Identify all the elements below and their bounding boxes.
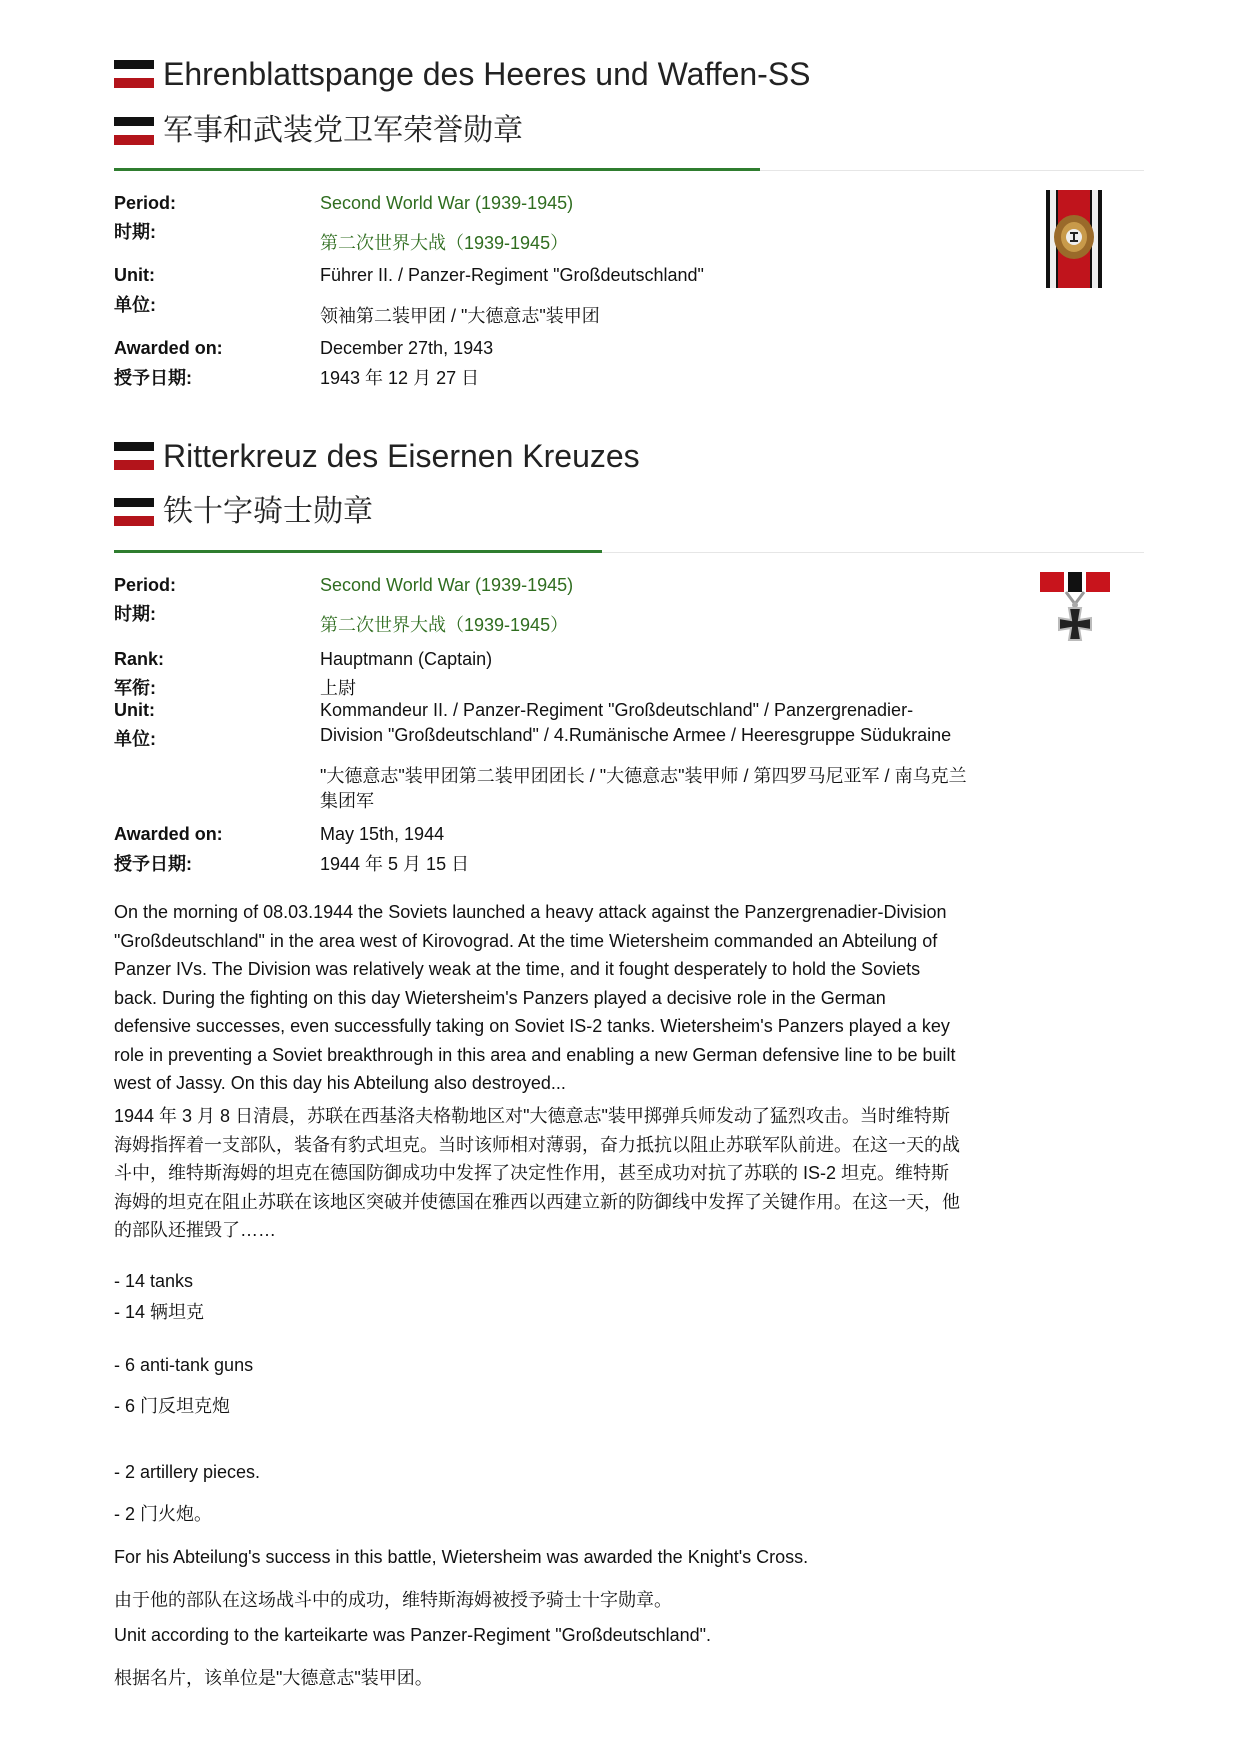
awarded-label-zh: 授予日期: bbox=[114, 854, 192, 874]
section2-heading-rule bbox=[114, 550, 602, 553]
knights-cross-icon bbox=[1040, 572, 1110, 658]
awarded-value-zh: 1944 年 5 月 15 日 bbox=[320, 854, 470, 874]
awarded-value-zh: 1943 年 12 月 27 日 bbox=[320, 368, 480, 388]
rank-label-zh: 军衔: bbox=[114, 678, 156, 698]
unit-label-zh: 单位: bbox=[114, 729, 156, 749]
narrative-chinese: 1944 年 3 月 8 日清晨，苏联在西基洛夫格勒地区对"大德意志"装甲掷弹兵师发动了猛烈攻击。当时维特斯海姆指挥着一支部队，装备有豹式坦克。当时该师相对薄弱，奋力抵抗以阻止苏联军队前进。在这一天的战斗中，维特斯海姆的坦克在德国防御成功中发挥了决定性作用，甚至成功对抗了苏联的 IS-2 坦克。维特斯海姆的坦克在阻止苏联在该地区突破并使德国在雅西以西建立新的防御线中发挥了关键作用。在这一天，他的部队还摧毁了…… bbox=[114, 1106, 960, 1240]
period-label-zh: 时期: bbox=[114, 604, 156, 624]
rank-value: Hauptmann (Captain) bbox=[320, 649, 493, 669]
section1-title-zh: 军事和武装党卫军荣誉勋章 bbox=[163, 114, 523, 147]
karteikarte-note-zh: 根据名片，该单位是"大德意志"装甲团。 bbox=[114, 1668, 433, 1688]
awarded-label-zh: 授予日期: bbox=[114, 368, 192, 388]
imperial-flag-icon bbox=[114, 442, 154, 470]
list-item: - 2 artillery pieces. bbox=[114, 1462, 261, 1482]
list-item: - 6 anti-tank guns bbox=[114, 1355, 254, 1375]
awarded-value: December 27th, 1943 bbox=[320, 338, 494, 358]
rank-label: Rank: bbox=[114, 649, 165, 669]
imperial-flag-icon bbox=[114, 498, 154, 526]
section2-title-zh: 铁十字骑士勋章 bbox=[163, 495, 373, 528]
period-value-zh: 第二次世界大战（1939-1945） bbox=[320, 233, 569, 253]
unit-label: Unit: bbox=[114, 265, 155, 285]
list-item: - 2 门火炮。 bbox=[114, 1504, 213, 1524]
awarded-label: Awarded on: bbox=[114, 824, 223, 844]
awarded-value: May 15th, 1944 bbox=[320, 824, 445, 844]
section1-heading-rule bbox=[114, 168, 760, 171]
list-item: - 14 tanks bbox=[114, 1271, 194, 1291]
awarded-label: Awarded on: bbox=[114, 338, 223, 358]
unit-value-zh-line2: 集团军 bbox=[320, 791, 374, 811]
section2-title-de: Ritterkreuz des Eisernen Kreuzes bbox=[163, 438, 640, 474]
unit-label-zh: 单位: bbox=[114, 295, 156, 315]
award-reason-zh: 由于他的部队在这场战斗中的成功，维特斯海姆被授予骑士十字勋章。 bbox=[114, 1590, 672, 1610]
unit-value: Führer II. / Panzer-Regiment "Großdeutschland" bbox=[320, 265, 704, 285]
unit-label: Unit: bbox=[114, 700, 155, 720]
unit-value-line2: Division "Großdeutschland" / 4.Rumänische Armee / Heeresgruppe Südukraine bbox=[320, 725, 952, 745]
imperial-flag-icon bbox=[114, 60, 154, 88]
list-item: - 14 辆坦克 bbox=[114, 1302, 205, 1322]
imperial-flag-icon bbox=[114, 117, 154, 145]
award-reason-en: For his Abteilung's success in this battle, Wietersheim was awarded the Knight's Cross. bbox=[114, 1547, 809, 1567]
narrative-english: On the morning of 08.03.1944 the Soviets launched a heavy attack against the Panzergrenadier-Division "Großdeutschland" in the area west of Kirovograd. At the time Wietersheim commanded an Abteilung of Panzer IVs. The Division was relatively weak at the time, and it fought desperately to hold the Soviets back. During the fighting on this day Wietersheim's Panzers played a decisive role in the German defensive successes, even successfully taking on Soviet IS-2 tanks. Wietersheim's Panzers played a key role in preventing a Soviet breakthrough in this area and enabling a new German defensive line to be built west of Jassy. On this day his Abteilung also destroyed... bbox=[114, 902, 956, 1093]
period-value-zh: 第二次世界大战（1939-1945） bbox=[320, 615, 569, 635]
unit-value-line1: Kommandeur II. / Panzer-Regiment "Großdeutschland" / Panzergrenadier- bbox=[320, 700, 914, 720]
period-label: Period: bbox=[114, 575, 177, 595]
oak-leaves-ribbon-icon bbox=[1046, 190, 1102, 288]
period-value: Second World War (1939-1945) bbox=[320, 575, 574, 595]
unit-value-zh-line1: "大德意志"装甲团第二装甲团团长 / "大德意志"装甲师 / 第四罗马尼亚军 / 南乌克兰 bbox=[320, 766, 967, 786]
karteikarte-note-en: Unit according to the karteikarte was Panzer-Regiment "Großdeutschland". bbox=[114, 1625, 712, 1645]
rank-value-zh: 上尉 bbox=[320, 678, 356, 698]
period-label-zh: 时期: bbox=[114, 222, 156, 242]
list-item: - 6 门反坦克炮 bbox=[114, 1396, 231, 1416]
unit-value-zh: 领袖第二装甲团 / "大德意志"装甲团 bbox=[320, 306, 600, 326]
section1-title-de: Ehrenblattspange des Heeres und Waffen-SS bbox=[163, 56, 811, 92]
period-value: Second World War (1939-1945) bbox=[320, 193, 574, 213]
period-label: Period: bbox=[114, 193, 177, 213]
